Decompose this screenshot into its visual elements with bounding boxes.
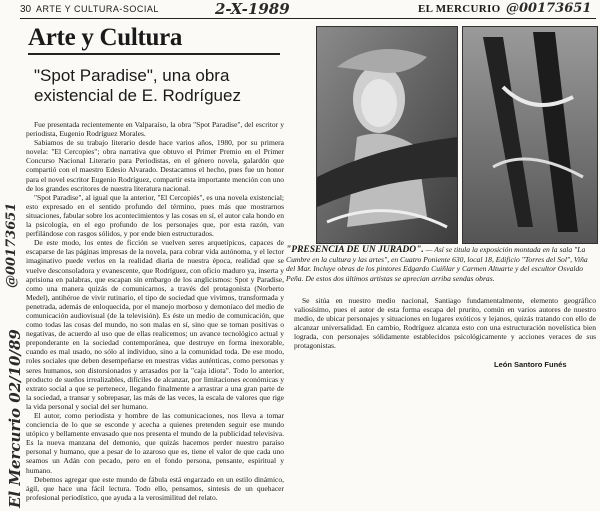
article-headline: "Spot Paradise", una obra existencial de E. Rodríguez [34,66,241,105]
section-title: Arte y Cultura [28,24,183,51]
body-paragraph: De este modo, los entes de ficción se vuelven seres arquetípicos, capaces de escaparse de las páginas impresas de la novela, para cobrar vida autónoma, y el lector imaginativo puede verlos en la realidad diaria de nuestra época, realidad que se vuelve desconsoladora y evanescente, que Rodríguez, con oficio maduro ya, inserta y aprisiona en palabras, que escapan sin embargo de los anglicismos: Spot y Paradise, como una manera quizás de comunicarnos, a través del protagonista (Norberto Medel), antihéroe de vivir rutinario, el tipo de sociedad que vivimos, transformada y penetrada, además de enloquecida, por el manejo morboso y demoníaco del medio de comunicación audiovisual (de la televisión). Es éste un medio de comunicación, que como todas las cosas del mundo, no son malas en sí, sino que se tornan positivas o negativas, de acuerdo al uso que de ellas realicemos; un avance tecnológico actual y preponderante en la sociedad contemporánea, que destruye en forma inexorable, cuando es mal usado, no sólo al individuo, sino a la comunidad toda. De ese modo, roles sociales que deben desempeñarse en nuestras vidas auténticas, como personas y seres humanos, son distorsionados y arrasados por la "caja idiota". Todo lo anterior, producto de sueños irrealizables, difíciles de alcanzar, por limitaciones económicas y extrato social a que se pertenece, llegando finalmente a arrastrar a una gran parte de la sociedad, a transar y sobrepasar, las más de las veces, la escala de valores que rige la vida personal y social del ser humano. [26,238,284,411]
painting-illustration [317,27,457,243]
handwritten-date: 2-X-1989 [215,0,290,18]
artwork-photo-painting [316,26,458,244]
margin-code: @00173651 [4,202,19,288]
handwritten-code: @00173651 [506,1,592,16]
section-title-rule [28,53,280,55]
body-paragraph: "Spot Paradise", al igual que la anterior, "El Cercopiés", es una novela existencial; esto expresado en el sentido profundo del término, pues más que mostrarnos situaciones, fabular sobre los acontecimientos y las cosas en sí, el autor cala hondo en la psicología, en el ego profundo de los personajes que, por esta razón, van perfilándose con rasgos sólidos, y por ende bien estructurados. [26,192,284,239]
section-label: ARTE Y CULTURA-SOCIAL [36,4,159,14]
page-number: 30 [20,4,32,15]
body-paragraph: El autor, como periodista y hombre de las comunicaciones, nos lleva a tomar conciencia de lo que se esconde y acecha a quienes pretenden seguir ese mundo utópico y bellamente envasado que nos presenta el mundo de la publicidad televisiva. Es la nueva manzana del demonio, que quizás hacemos perder nuestro paraíso personal y humano, que a pesar de lo azaroso que es, tiene el valor de que cada uno seamos un Adán con pecado, pero en el fondo persona, pensante, espiritual y humano. [26,411,284,475]
body-paragraph: Se sitúa en nuestro medio nacional, Santiago fundamentalmente, elemento geográfico valiosísimo, pues el autor de esta forma escapa del prurito, común en varios autores de nuestro medio, de ubicar personajes y situaciones en lugares exóticos y lejanos, quizás tratando con ello de alcanzar universalidad. En cambio, Rodríguez alcanza esto con una estructuración novelística bien lograda, con personajes sólidamente establecidos psicológicamente y acciones veraces de sus protagonistas. [294,296,596,351]
article-body [26,120,284,508]
body-paragraph: Debemos agregar que este mundo de fábula está engarzado en un estilo dinámico, ágil, que hace una fácil lectura. Todo ello, pensamos, sintesis de un quehacer profesional periodístico, que ayuda a la verosimilitud del relato. [26,474,284,502]
caption-lead: "PRESENCIA DE UN JURADO". [286,245,424,255]
photo-caption [286,245,596,283]
caption-text: — Así se titula la exposición montada en la sala "La Cumbre en la cultura y las artes", en Cuatro Poniente 630, local 18, Edificio "Torres del Sol", Viña del Mar. Incluye obras de los pintores Edgardo Cuiñlar y Carmen Altuarte y del escultor Osvaldo Peña. De estos dos últimos artistas se aprecian arriba sendas obras. [286,245,588,283]
margin-source: El Mercurio 02/10/89 [6,329,24,508]
body-paragraph: Sabiamos de su trabajo literario desde hace varios años, 1980, por su primera novela: "El Cercopies"; obra narrativa que obtuvo el Primer Premio en el Primer Concurso Nacional Literario para Periodistas, en el género novela, galardón que compartió con el maestro Edesio Alvarado. Destacamos el hecho, pues fue un honor para el novel escritor Eugenio Rodríguez, compartir esta importante mención con uno de los grandes escritores de nuestra literatura nacional. [26,138,284,193]
author-byline: León Santoro Funés [494,360,567,369]
artwork-photo-sculpture [462,26,598,244]
newspaper-name: EL MERCURIO [418,3,501,15]
header-rule [20,18,596,19]
article-continuation [294,296,596,351]
sculpture-illustration [463,27,597,243]
body-paragraph: Fue presentada recientemente en Valparaíso, la obra "Spot Paradise", del escritor y periodista, Eugenio Rodríguez Morales. [26,120,284,139]
